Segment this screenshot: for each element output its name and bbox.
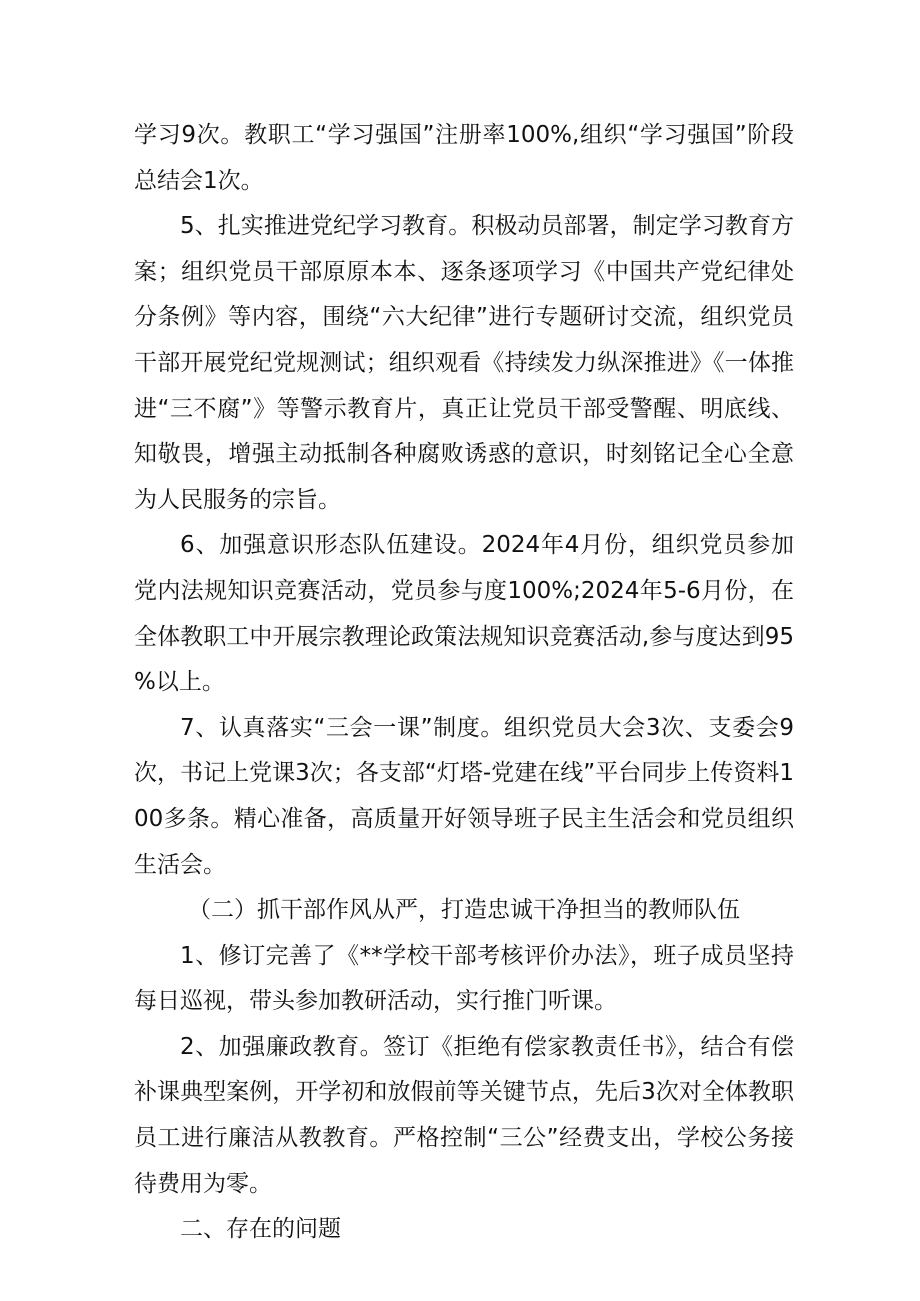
paragraph-discipline-education: 5、扎实推进党纪学习教育。积极动员部署，制定学习教育方案；组织党员干部原原本本、逐条逐项学习《中国共产党纪律处分条例》等内容，围绕“六大纪律”进行专题研讨交流，组织党员干部开展党纪党规测试；组织观看《持续发力纵深推进》《一体推进“三不腐”》等警示教育片，真正让党员干部受警醒、明底线、知敬畏，增强主动抵制各种腐败诱惑的意识，时刻铭记全心全意为人民服务的宗旨。 [134, 213, 794, 513]
paragraph-integrity-education: 2、加强廉政教育。签订《拒绝有偿家教责任书》，结合有偿补课典型案例，开学初和放假前等关键节点，先后3次对全体教职员工进行廉洁从教教育。严格控制“三公”经费支出，学校公务接待费用为零。 [134, 1033, 794, 1197]
section-heading-problems: 二、存在的问题 [180, 1216, 341, 1243]
subheading-cadre-style: （二）抓干部作风从严，打造忠诚干净担当的教师队伍 [188, 897, 740, 924]
paragraph-evaluation-method: 1、修订完善了《**学校干部考核评价办法》，班子成员坚持每日巡视，带头参加教研活动，实行推门听课。 [134, 942, 794, 1015]
document-body [134, 113, 794, 1253]
paragraph-study-count: 学习9次。教职工“学习强国”注册率100%,组织“学习强国”阶段总结会1次。 [134, 122, 794, 194]
paragraph-ideology-team: 6、加强意识形态队伍建设。2024年4月份，组织党员参加党内法规知识竞赛活动，党员参与度100%;2024年5-6月份，在全体教职工中开展宗教理论政策法规知识竞赛活动,参与度达到95%以上。 [134, 532, 794, 696]
paragraph-three-meetings: 7、认真落实“三会一课”制度。组织党员大会3次、支委会9次，书记上党课3次；各支部“灯塔-党建在线”平台同步上传资料100多条。精心准备，高质量开好领导班子民主生活会和党员组织生活会。 [134, 714, 794, 878]
